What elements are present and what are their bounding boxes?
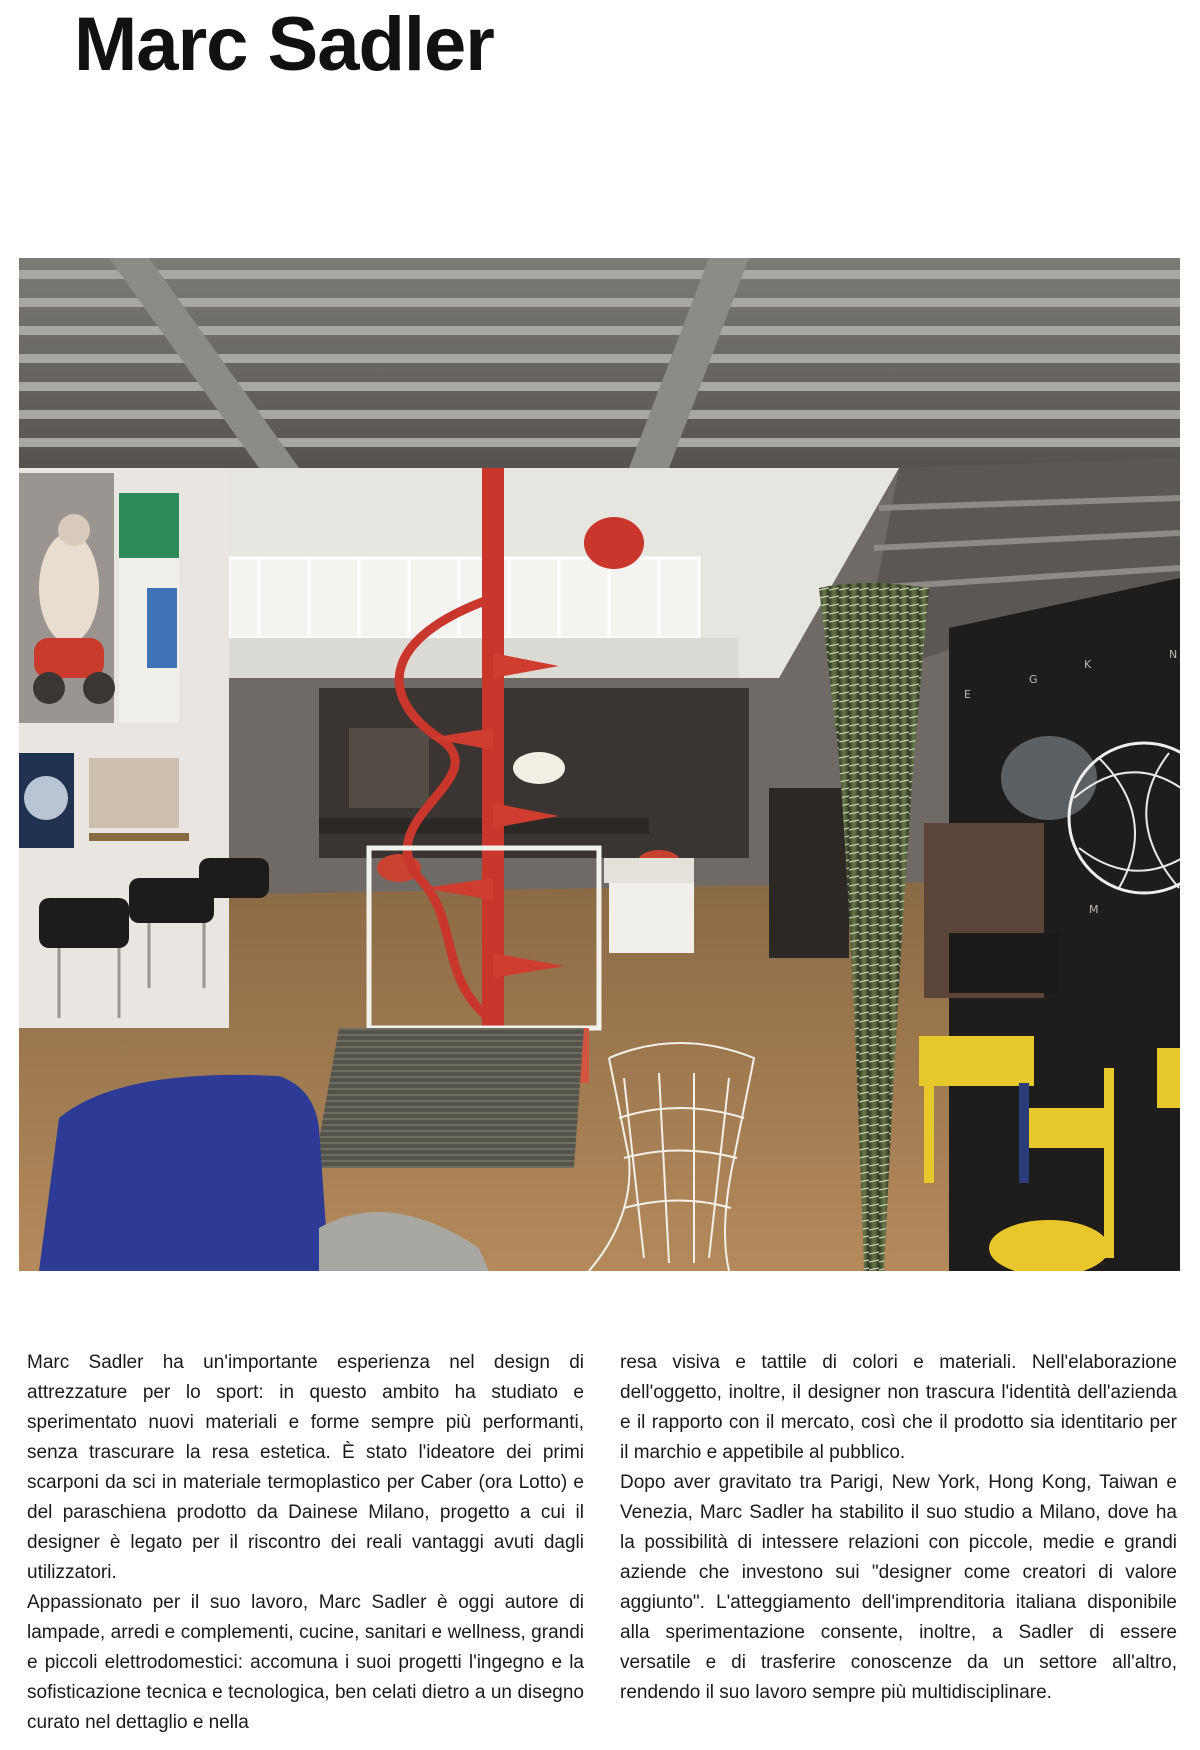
body-text-left-column bbox=[27, 1348, 584, 1738]
mezzanine-floor-edge bbox=[219, 638, 739, 678]
hifi-equipment bbox=[949, 933, 1059, 993]
body-paragraph: Dopo aver gravitato tra Parigi, New York, Hong Kong, Taiwan e Venezia, Marc Sadler ha stabilito il suo studio a Milano, dove ha la possibilità di intessere relazioni con piccole, medie e grandi aziende che investono sui "designer come creatori di valore aggiunto". L'atteggiamento dell'imprenditoria italiana disponibile alla sperimentazione consente, inoltre, a Sadler di essere versatile e di trasferire conoscenze da un settore all'altro, rendendo il suo lavoro sempre più multidisciplinare. bbox=[620, 1472, 1177, 1703]
cabinet bbox=[769, 788, 849, 958]
studio-photo-illustration bbox=[19, 258, 1180, 1271]
wall-letter: K bbox=[1084, 658, 1092, 671]
spiral-stair-pole bbox=[482, 468, 504, 1078]
mezzanine-railing bbox=[229, 558, 699, 638]
body-text-right-column bbox=[620, 1348, 1177, 1708]
body-paragraph: resa visiva e tattile di colori e materiali. Nell'elaborazione dell'oggetto, inoltre, il designer non trascura l'identità dell'azienda e il rapporto con il mercato, così che il prodotto sia identitario per il marchio e appetibile al pubblico. bbox=[620, 1352, 1177, 1463]
wall-letter: M bbox=[1089, 903, 1099, 916]
white-armchair bbox=[609, 878, 694, 953]
wall-letter: G bbox=[1029, 673, 1038, 686]
wall-letter: N bbox=[1169, 648, 1178, 661]
page-title: Marc Sadler bbox=[74, 2, 494, 87]
hoist-motor bbox=[584, 517, 644, 569]
yellow-chair bbox=[1029, 1108, 1109, 1148]
yellow-table bbox=[919, 1036, 1034, 1086]
studio-interior-photo bbox=[19, 258, 1180, 1271]
dark-sphere bbox=[1001, 736, 1097, 820]
blue-armchair bbox=[39, 1075, 329, 1271]
desk-lamp bbox=[513, 752, 565, 784]
shelf-items bbox=[89, 758, 179, 828]
body-paragraph: Appassionato per il suo lavoro, Marc Sadler è oggi autore di lampade, arredi e complementi, cucine, sanitari e wellness, grandi e piccoli elettrodomestici: accomuna i suoi progetti l'ingegno e la sofisticazione tecnica e tecnologica, ben celati dietro a un disegno curato nel dettaglio e nella bbox=[27, 1592, 584, 1733]
wall-letter: E bbox=[964, 688, 971, 701]
doormat bbox=[314, 1028, 584, 1168]
body-paragraph: Marc Sadler ha un'importante esperienza nel design di attrezzature per lo sport: in questo ambito ha studiato e sperimentato nuovi materiali e forme sempre più performanti, senza trascurare la resa estetica. È stato l'ideatore dei primi scarponi da sci in materiale termoplastico per Caber (ora Lotto) e del paraschiena prodotto da Dainese Milano, progetto a cui il designer è legato per il riscontro dei reali vantaggi avuti dagli utilizzatori. bbox=[27, 1352, 584, 1583]
